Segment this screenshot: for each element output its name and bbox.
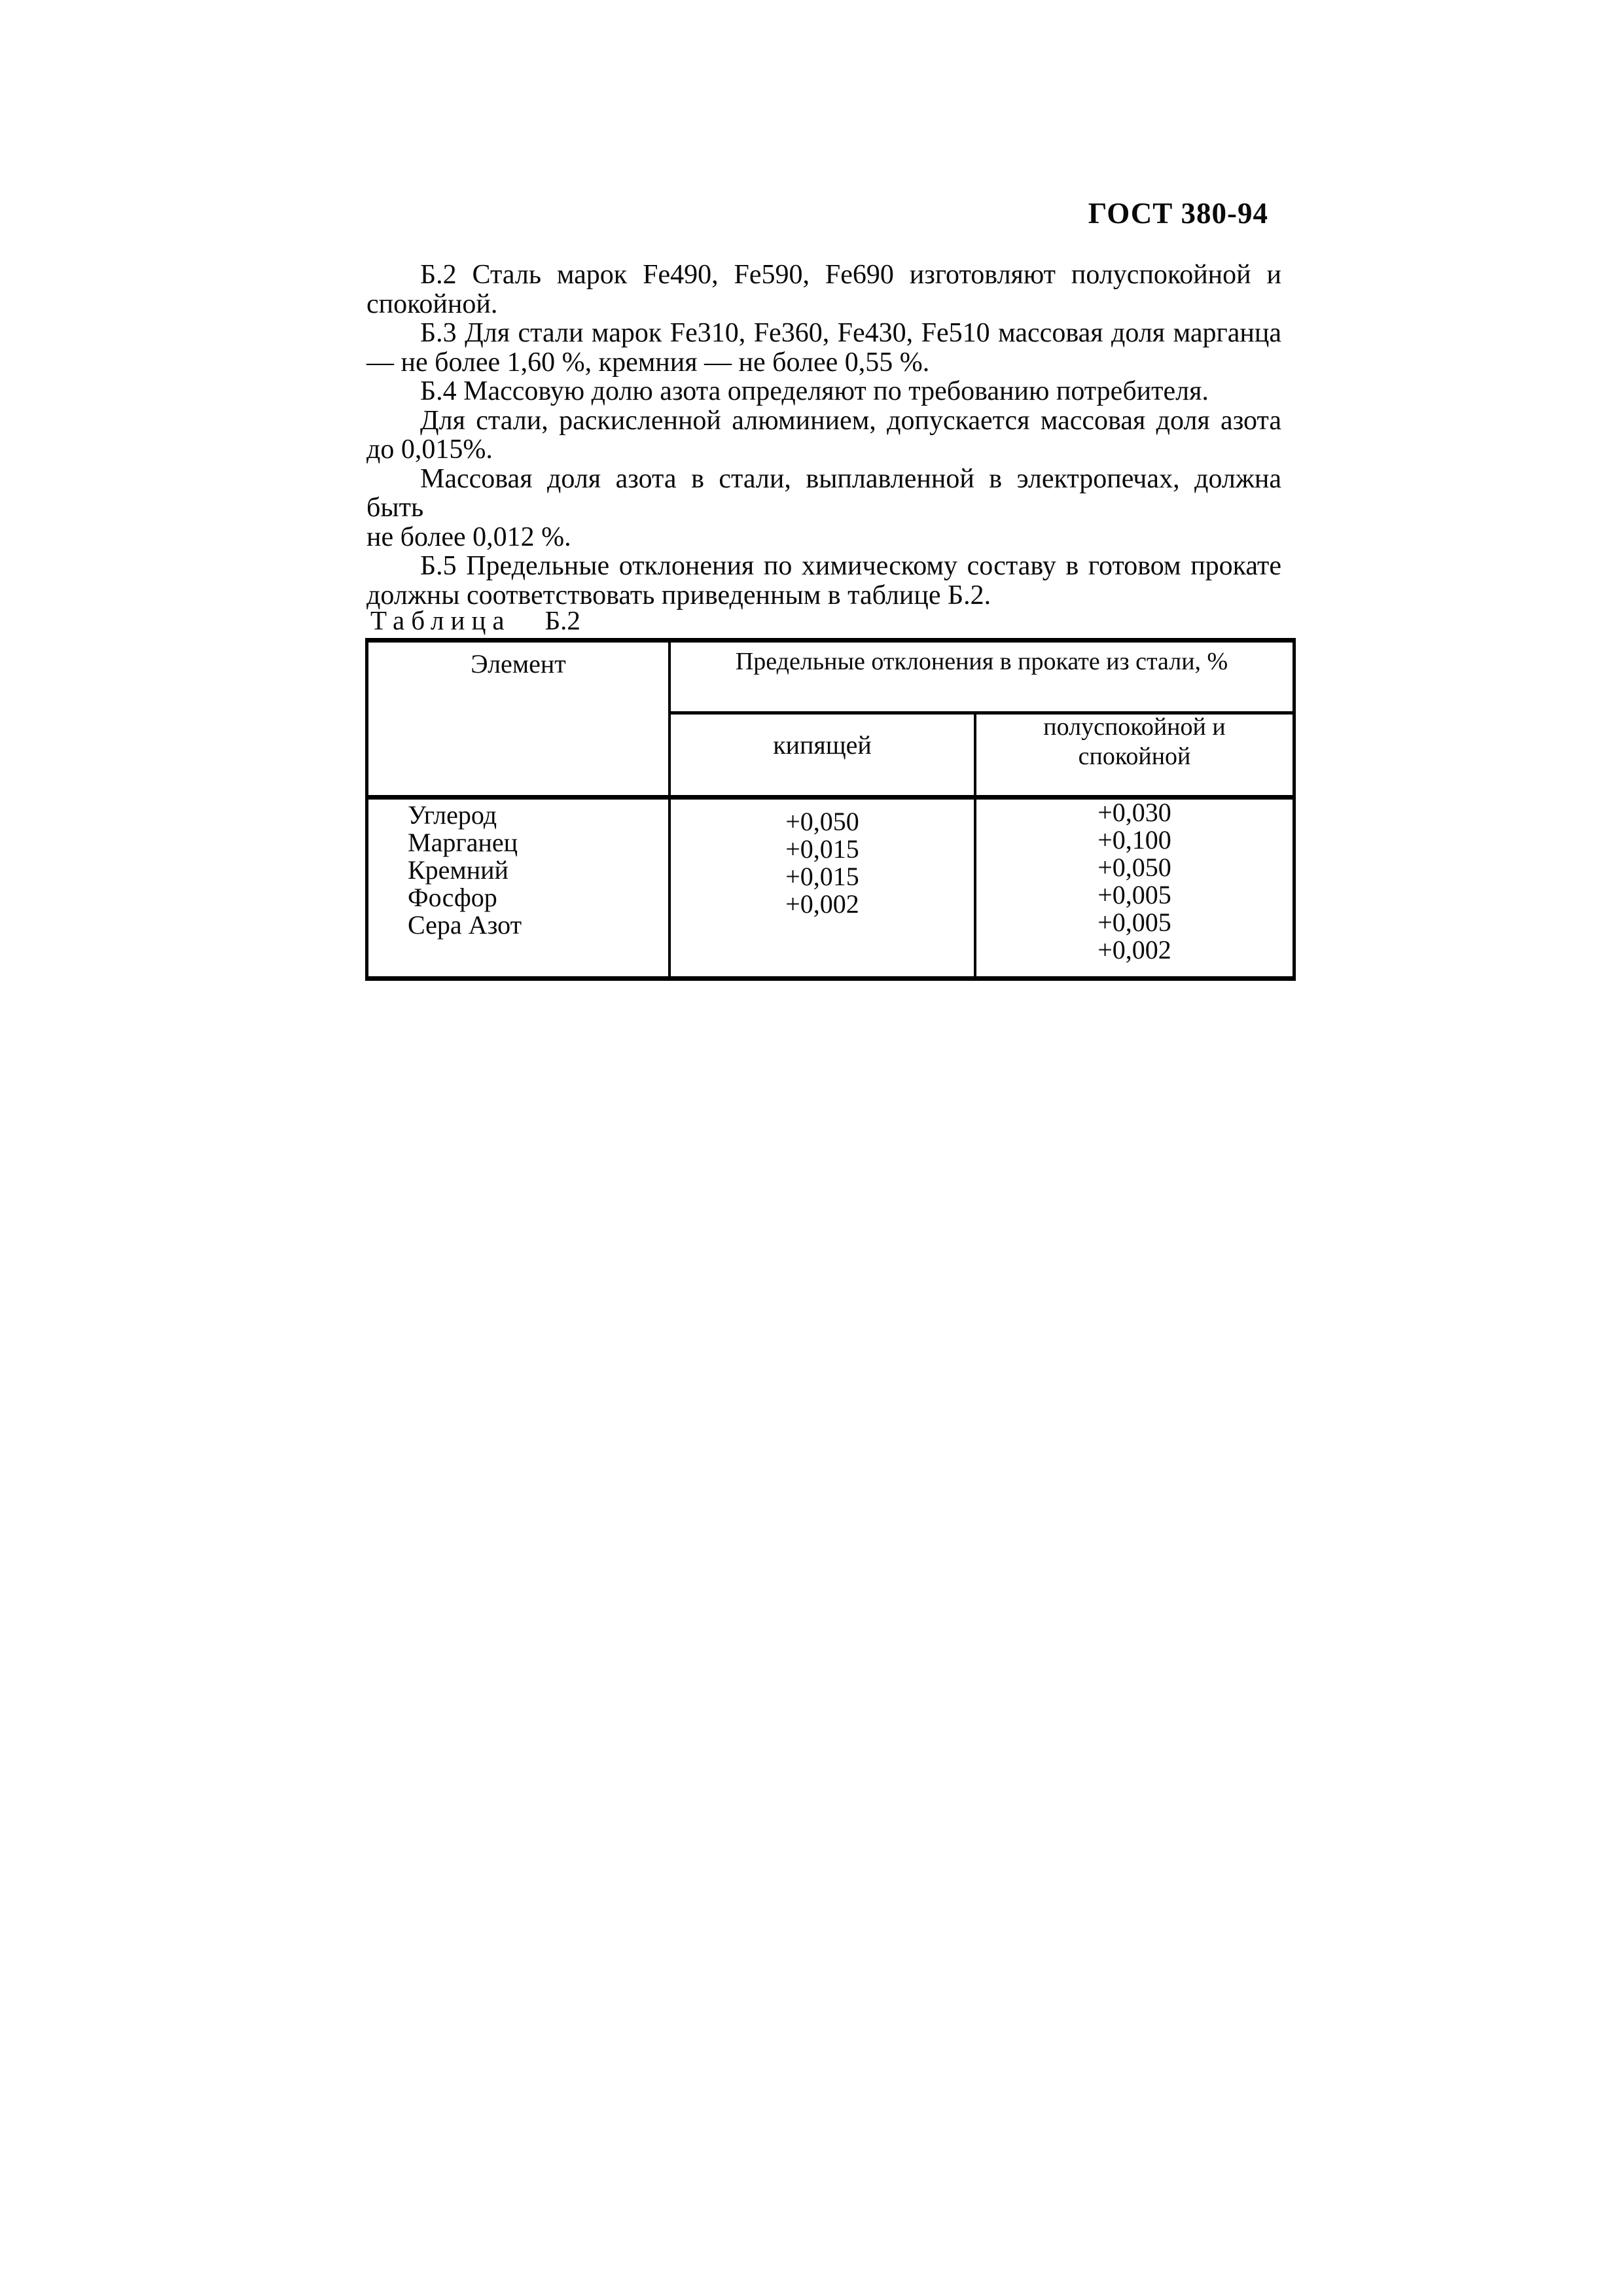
table-subheader-semicalm xyxy=(976,713,1293,771)
table-cell-line: Углерод xyxy=(408,800,497,830)
table-cell-line: Марганец xyxy=(408,828,518,857)
table-border-left xyxy=(365,638,368,981)
document-code: ГОСТ 380-94 xyxy=(1088,197,1268,230)
table-cell-line: +0,100 xyxy=(1097,825,1171,855)
paragraph-line: Для стали, раскисленной алюминием, допускается массовая доля азота xyxy=(420,405,1281,436)
table-border-top xyxy=(365,638,1296,643)
table-cell-line: +0,002 xyxy=(785,889,859,919)
table-header-merged: Предельные отклонения в прокате из стали, % xyxy=(735,648,1228,675)
paragraph-line: Б.3 Для стали марок Fe310, Fe360, Fe430, Fe510 массовая доля марганца xyxy=(420,318,1281,348)
deviations-table xyxy=(365,638,1296,981)
paragraph-line: не более 0,012 %. xyxy=(366,521,571,552)
table-header-element: Элемент xyxy=(471,649,566,679)
table-border-bottom xyxy=(365,976,1296,981)
paragraph-line: Б.2 Сталь марок Fe490, Fe590, Fe690 изготовляют полуспокойной и xyxy=(420,260,1281,290)
table-caption-number: Б.2 xyxy=(544,605,580,635)
paragraph-line: спокойной. xyxy=(366,289,498,319)
paragraphs xyxy=(366,260,1281,610)
boiling-column xyxy=(671,808,974,918)
table-cell-line: Фосфор xyxy=(408,883,497,912)
table-cell-line: Кремний xyxy=(408,855,508,885)
table-cell-line: +0,005 xyxy=(1097,908,1171,937)
table-cell-line: спокойной xyxy=(1078,743,1191,770)
paragraph-line: до 0,015%. xyxy=(366,434,493,465)
semicalm-column xyxy=(976,799,1293,964)
table-cell-line: +0,005 xyxy=(1097,880,1171,910)
table-cell-line: Сера Азот xyxy=(408,910,522,940)
element-column xyxy=(408,802,666,939)
table-subheader-boiling: кипящей xyxy=(773,730,872,760)
table-cell-line: +0,030 xyxy=(1097,798,1171,827)
table-cell-line: +0,015 xyxy=(785,862,859,891)
table-cell-line: полуспокойной и xyxy=(1043,713,1226,741)
paragraph-line: Б.5 Предельные отклонения по химическому составу в готовом прокате xyxy=(420,551,1281,581)
paragraph-line: — не более 1,60 %, кремния — не более 0,55 %. xyxy=(366,347,930,378)
table-border-right xyxy=(1293,638,1296,981)
table-cell-line: +0,015 xyxy=(785,834,859,864)
table-caption xyxy=(370,605,580,636)
table-cell-line: +0,050 xyxy=(1097,853,1171,882)
table-caption-word: Таблица xyxy=(370,605,511,635)
paragraph-line: должны соответствовать приведенным в таблице Б.2. xyxy=(366,580,991,610)
table-cell-line: +0,050 xyxy=(785,807,859,836)
paragraph-line: Б.4 Массовую долю азота определяют по требованию потребителя. xyxy=(420,376,1209,406)
paragraph-line: Массовая доля азота в стали, выплавленной в электропечах, должна быть xyxy=(366,463,1281,523)
table-cell-line: +0,002 xyxy=(1097,935,1171,964)
